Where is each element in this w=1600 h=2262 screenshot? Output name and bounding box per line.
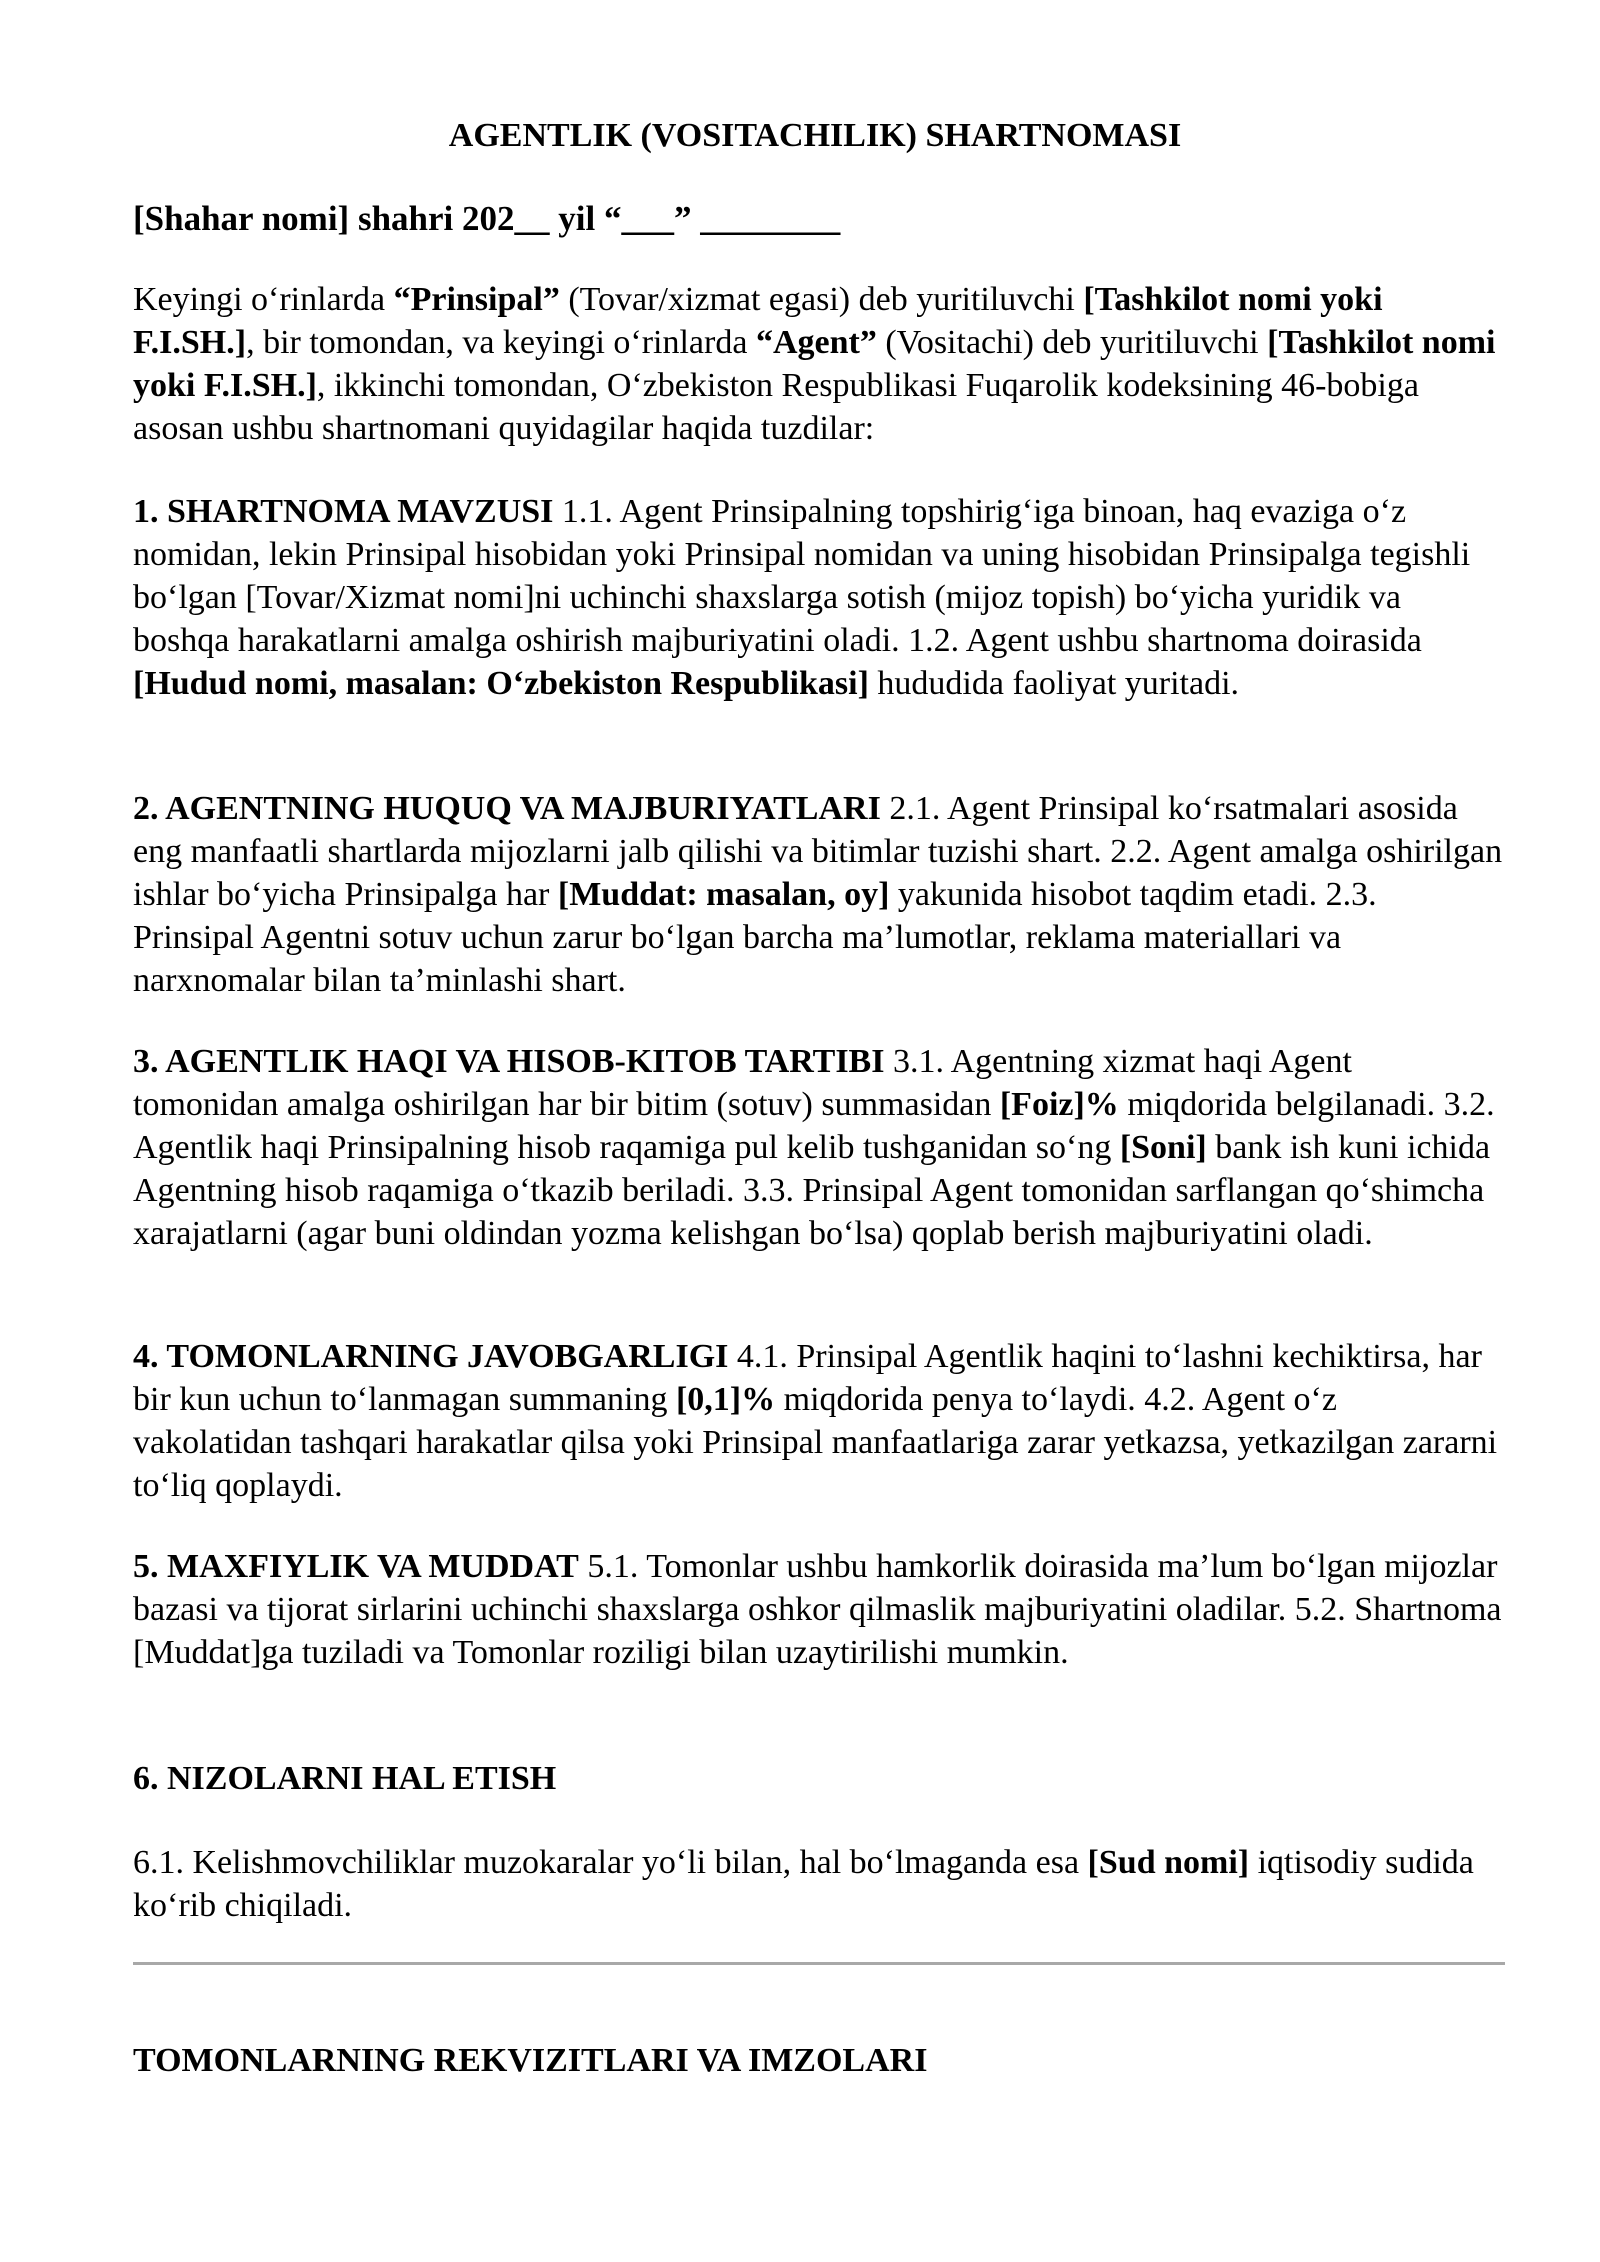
horizontal-divider: [133, 1962, 1505, 1965]
court-placeholder: [Sud nomi]: [1087, 1844, 1250, 1881]
preamble-text: , ikkinchi tomondan, O‘zbekiston Respublikasi Fuqarolik kodeksining 46-bobiga asosan ushbu shartnomani quyidagilar haqida tuzdilar:: [133, 367, 1419, 447]
territory-placeholder: [Hudud nomi, masalan: O‘zbekiston Respublikasi]: [133, 665, 869, 702]
section-6-heading-text: 6. NIZOLARNI HAL ETISH: [133, 1760, 557, 1797]
section-4-paragraph: [133, 1335, 1503, 1507]
preamble-text: (Vositachi) deb yuritiluvchi: [876, 324, 1268, 361]
section-1-paragraph: [133, 490, 1503, 705]
period-placeholder: [Muddat: masalan, oy]: [557, 876, 890, 913]
section-3-text: miqdorida belgilanadi. 3.2. Agentlik haqi Prinsipalning hisob raqamiga pul kelib tushganidan so‘ng: [133, 1086, 1495, 1166]
section-3-text: 3.1. Agentning xizmat haqi Agent tomonidan amalga oshirilgan har bir bitim (sotuv) summasidan: [133, 1043, 1352, 1123]
section-5-text: 5.1. Tomonlar ushbu hamkorlik doirasida ma’lum bo‘lgan mijozlar bazasi va tijorat sirlarini uchinchi shaxslarga oshkor qilmaslik majburiyatini oladilar. 5.2. Shartnoma [Muddat]ga tuziladi va Tomonlar roziligi bilan uzaytirilishi mumkin.: [133, 1548, 1502, 1671]
principal-name-placeholder: [Tashkilot nomi yoki F.I.SH.]: [133, 281, 1383, 361]
document-title: AGENTLIK (VOSITACHILIK) SHARTNOMASI: [448, 117, 1182, 154]
place-date-line: [Shahar nomi] shahri 202__ yil “___” ________: [133, 199, 841, 238]
section-5-paragraph: [133, 1545, 1503, 1674]
days-placeholder: [Soni]: [1119, 1129, 1207, 1166]
signatures-heading: TOMONLARNING REKVIZITLARI VA IMZOLARI: [133, 2042, 928, 2079]
preamble-paragraph: [133, 278, 1503, 450]
section-4-text: miqdorida penya to‘laydi. 4.2. Agent o‘z vakolatidan tashqari harakatlar qilsa yoki Prinsipal manfaatlariga zarar yetkazsa, yetkazilgan zararni to‘liq qoplaydi.: [133, 1381, 1498, 1504]
preamble-text: , bir tomondan, va keyingi o‘rinlarda: [246, 324, 756, 361]
agent-name-placeholder: [Tashkilot nomi yoki F.I.SH.]: [133, 324, 1496, 404]
section-2-paragraph: [133, 787, 1503, 1002]
section-3-heading: 3. AGENTLIK HAQI VA HISOB-KITOB TARTIBI: [133, 1043, 885, 1080]
section-6-text: 6.1. Kelishmovchiliklar muzokaralar yo‘li bilan, hal bo‘lmaganda esa: [133, 1844, 1088, 1881]
principal-term: “Prinsipal”: [393, 281, 560, 318]
section-1-text: hududida faoliyat yuritadi.: [868, 665, 1240, 702]
section-2-heading: 2. AGENTNING HUQUQ VA MAJBURIYATLARI: [133, 790, 881, 827]
section-4-text: 4.1. Prinsipal Agentlik haqini to‘lashni kechiktirsa, har bir kun uchun to‘lanmagan summaning: [133, 1338, 1482, 1418]
preamble-text: (Tovar/xizmat egasi) deb yuritiluvchi: [559, 281, 1084, 318]
agent-term: “Agent”: [755, 324, 877, 361]
section-6-heading: [133, 1757, 1503, 1800]
section-1-text: 1.1. Agent Prinsipalning topshirig‘iga binoan, haq evaziga o‘z nomidan, lekin Prinsipal hisobidan yoki Prinsipal nomidan va uning hisobidan Prinsipalga tegishli bo‘lgan [Tovar/Xizmat nomi]ni uchinchi shaxslarga sotish (mijoz topish) bo‘yicha yuridik va boshqa harakatlarni amalga oshirish majburiyatini oladi. 1.2. Agent ushbu shartnoma doirasida: [133, 493, 1471, 659]
penalty-rate-placeholder: [0,1]%: [675, 1381, 776, 1418]
section-6-paragraph: [133, 1841, 1503, 1927]
section-3-text: bank ish kuni ichida Agentning hisob raqamiga o‘tkazib beriladi. 3.3. Prinsipal Agent tomonidan sarflangan qo‘shimcha xarajatlarni (agar buni oldindan yozma kelishgan bo‘lsa) qoplab berish majburiyatini oladi.: [133, 1129, 1491, 1252]
section-5-heading: 5. MAXFIYLIK VA MUDDAT: [133, 1548, 579, 1585]
percent-placeholder: [Foiz]%: [999, 1086, 1119, 1123]
section-6-text: iqtisodiy sudida ko‘rib chiqiladi.: [133, 1844, 1474, 1924]
section-2-text: yakunida hisobot taqdim etadi. 2.3. Prinsipal Agentni sotuv uchun zarur bo‘lgan barcha ma’lumotlar, reklama materiallari va narxnomalar bilan ta’minlashi shart.: [133, 876, 1377, 999]
preamble-text: Keyingi o‘rinlarda: [133, 281, 394, 318]
section-1-heading: 1. SHARTNOMA MAVZUSI: [133, 493, 554, 530]
section-3-paragraph: [133, 1040, 1503, 1255]
section-2-text: 2.1. Agent Prinsipal ko‘rsatmalari asosida eng manfaatli shartlarda mijozlarni jalb qilishi va bitimlar tuzishi shart. 2.2. Agent amalga oshirilgan ishlar bo‘yicha Prinsipalga har: [133, 790, 1503, 913]
section-4-heading: 4. TOMONLARNING JAVOBGARLIGI: [133, 1338, 729, 1375]
